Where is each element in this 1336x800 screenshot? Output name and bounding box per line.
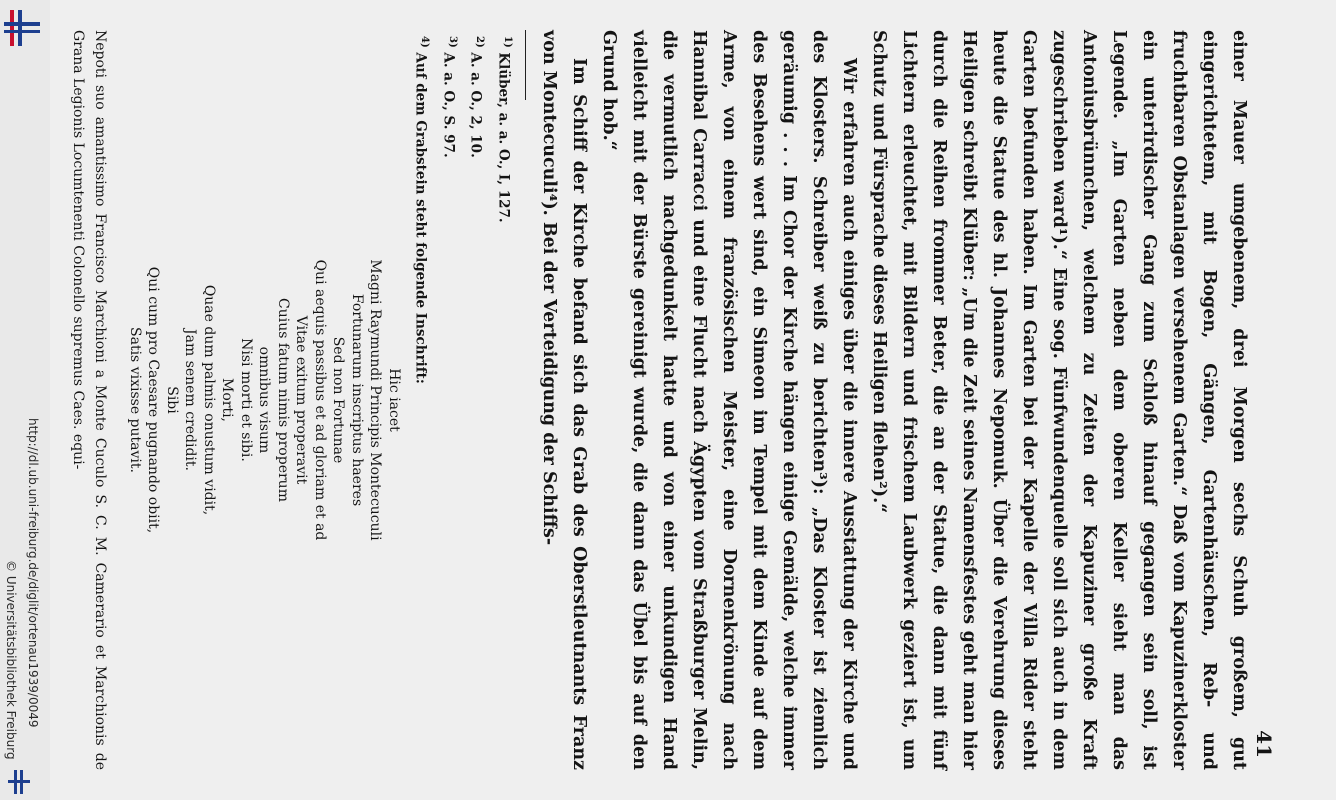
paragraph: Im Schiff der Kirche befand sich das Grab des Oberstleutnants Franz von Montecuculi⁴). Bei der Verteidigung der Schiffs- — [539, 30, 589, 770]
inscription-line: omnibus visum — [256, 346, 273, 454]
watermark-copyright: © Universitätsbibliothek Freiburg — [4, 560, 18, 760]
watermark-url: http://dl.ub.uni-freiburg.de/diglit/ortenau1939/0049 — [26, 418, 40, 728]
library-logo-small-icon — [8, 770, 30, 794]
inscription-line: Nisi morti et sibi. — [238, 338, 254, 462]
library-logo-icon — [2, 8, 42, 48]
rotated-page-content — [50, 0, 1336, 800]
gravestone-inscription — [126, 30, 404, 770]
footnote-divider — [525, 30, 526, 100]
inscription-line: Qui aequis passibus et ad gloriam et ad — [312, 259, 328, 541]
paragraph: einer Mauer umgebenem, drei Morgen sechs Schuh großem, gut eingerichtetem, mit Bogen, Gängen, Gartenhäuschen, Reb- und fruchtbaren Obstanlagen versehenem Garten.“ Daß vom Kapuzinerkloster ein unterirdischer Gang zum Schloß hinauf gegangen sein soll, ist Legende. „Im Garten neben dem oberen Keller sieht man das Antoniusbrünnchen, welchem zu Zeiten der Kapuziner große Kraft zugeschrieben ward¹).“ Eine sog. Fünfwundenquelle soll sich auch in dem Garten befunden haben. Im Garten bei der Kapelle der Villa Rider steht heute die Statue des hl. Johannes Nepomuk. Über die Verehrung dieses Heiligen schreibt Klüber: „Um die Zeit seines Namensfestes geht man hier durch die Reihen frommer Beter, die an der Statue, die dann mit fünf Lichtern erleuchtet, mit Bildern und frischem Laubwerk geziert ist, um Schutz und Fürsprache dieses Heiligen flehen²).“ — [869, 30, 1249, 770]
inscription-line: Morti, — [219, 377, 236, 422]
inscription-line: Hic iacet — [386, 368, 402, 432]
inscription-line: Sibi — [164, 386, 180, 414]
footnote — [437, 36, 465, 770]
inscription-line: Magni Raymundi Principis Montecuculi — [367, 259, 384, 541]
paragraph: Wir erfahren auch einiges über die innere Ausstattung der Kirche und des Klosters. Schreiber weiß zu berichten³): „Das Kloster ist ziemlich geräumig . . . Im Chor der Kirche hängen einige Gemälde, welche immer des Besehens wert sind, ein Simeon im Tempel mit dem Kinde auf dem Arme, von einem französischen Meister, eine Dornenkrönung nach Hannibal Carracci und eine Flucht nach Ägypten vom Straßburger Melin, die vermutlich nachgedunkelt hatte und von einer unkundigen Hand vielleicht mit der Bürste gereinigt wurde, die dann das Übel bis auf den Grund hob.“ — [599, 30, 859, 770]
footnote-text: A. a. O., 2, 10. — [468, 52, 484, 158]
watermark-strip — [0, 0, 50, 800]
inscription-line: Sed non Fortunae — [330, 336, 347, 464]
footnote — [464, 36, 492, 770]
inscription-dedication: Nepoti suo amantissimo Francisco Marchioni a Monte Cuculo S. C. M. Camerario et Marchionis de Grana Legionis Locumtenenti Colonello supremus Caes. equi- — [70, 30, 109, 770]
inscription-line: Cuius fatum nimis properum — [275, 298, 291, 502]
footnote — [409, 36, 437, 770]
page-number: 41 — [1252, 730, 1276, 758]
footnote-list — [409, 30, 519, 770]
inscription-line: Qui cum pro Caesare pugnando obiit, — [145, 266, 162, 534]
footnote-mark: 1) — [502, 36, 513, 48]
inscription-line: Fortunarum inscriptus haeres — [349, 293, 365, 507]
footnote-text: Klüber, a. a. O., I, 127. — [495, 52, 512, 223]
footnote-mark: 4) — [419, 36, 431, 48]
page-body — [54, 30, 1277, 770]
footnote — [492, 36, 520, 770]
inscription-line: Satis vixisse putavit. — [127, 327, 143, 473]
footnote-text: Auf dem Grabstein steht folgende Inschrift: — [413, 52, 429, 384]
footnote-mark: 2) — [474, 36, 486, 48]
inscription-line: Jam senem credidit. — [182, 329, 199, 471]
inscription-line: Vitae exitum properavit — [293, 315, 310, 485]
scanned-page — [50, 0, 1336, 800]
footnote-text: A. a. O., S. 97. — [440, 52, 457, 158]
footnote-mark: 3) — [447, 36, 458, 48]
inscription-line: Quae dum palmis onustum vidit, — [201, 284, 217, 516]
